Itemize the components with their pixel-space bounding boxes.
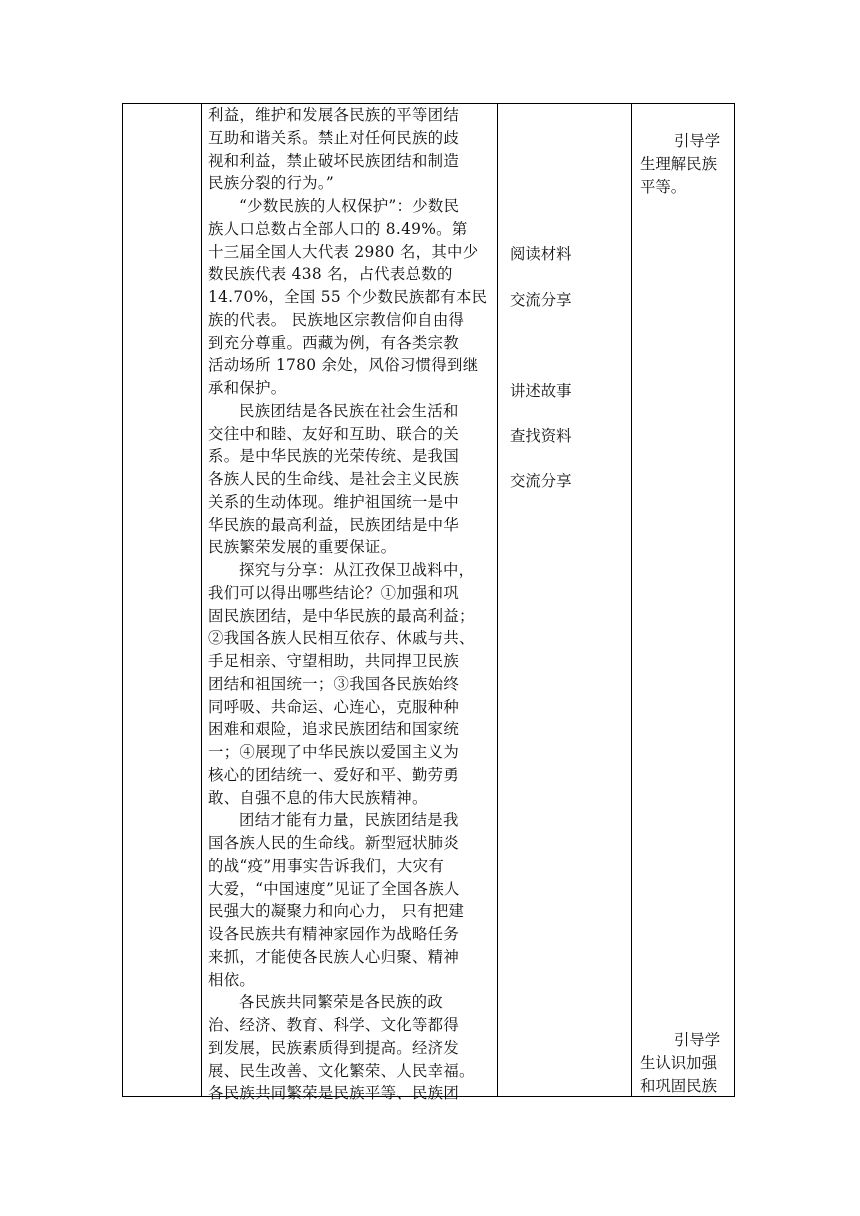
lesson-table (122, 103, 735, 1103)
note-line: 平等。 (640, 177, 687, 196)
content-line: 到发展，民族素质得到提高。经济发 (208, 1038, 460, 1057)
column-divider (201, 104, 202, 1096)
content-line: 华民族的最高利益，民族团结是中华 (208, 515, 460, 534)
content-line: 民强大的凝聚力和向心力， 只有把建 (208, 902, 465, 921)
content-line: 族人口总数占全部人口的 8.49%。第 (208, 219, 468, 238)
content-line: 团结和祖国统一；③我国各民族始终 (208, 674, 460, 693)
content-line: 来抓，才能使各民族人心归聚、精神 (208, 947, 460, 966)
content-line: 关系的生动体现。维护祖国统一是中 (208, 492, 460, 511)
note-line: 生认识加强 (640, 1053, 717, 1072)
content-line: 我们可以得出哪些结论？①加强和巩 (208, 583, 460, 602)
activity-share-2: 交流分享 (510, 472, 572, 490)
content-line: 核心的团结统一、爱好和平、勤劳勇 (208, 765, 460, 784)
activity-find-info: 查找资料 (510, 427, 572, 445)
content-line: 民族团结是各民族在社会生活和 (239, 401, 459, 420)
content-line: 设各民族共有精神家园作为战略任务 (208, 925, 460, 943)
content-line: 团结才能有力量，民族团结是我 (239, 811, 459, 830)
content-line: 族的代表。 民族地区宗教信仰自由得 (208, 310, 465, 329)
content-line: 视和利益，禁止破坏民族团结和制造 (208, 151, 460, 170)
content-line: 十三届全国人大代表 2980 名，其中少 (208, 242, 479, 261)
content-line: 治、经济、教育、科学、文化等都得 (208, 1016, 460, 1034)
content-line: ②我国各族人民相互依存、休戚与共、 (208, 629, 475, 648)
teaching-content-column (208, 104, 498, 1105)
content-line: 民族繁荣发展的重要保证。 (208, 538, 397, 557)
content-line: “少数民族的人权保护”：少数民 (239, 197, 460, 215)
content-line: 各民族共同繁荣是各民族的政 (239, 993, 443, 1012)
content-line: 同呼吸、共命运、心连心，克服种种 (208, 697, 460, 716)
content-line: 一；④展现了中华民族以爱国主义为 (208, 743, 460, 761)
content-line: 到充分尊重。西藏为例，有各类宗教 (208, 333, 460, 352)
content-line: 探究与分享：从江孜保卫战料中， (239, 561, 475, 579)
column-divider (631, 104, 632, 1096)
activity-share-1: 交流分享 (510, 291, 572, 309)
note-line: 引导学 (674, 132, 721, 150)
content-line: 固民族团结，是中华民族的最高利益； (208, 606, 475, 625)
content-line: 承和保护。 (208, 379, 287, 397)
content-line: 国各族人民的生命线。新型冠状肺炎 (208, 834, 460, 852)
content-line: 展、民生改善、文化繁荣、人民幸福。 (208, 1061, 475, 1080)
content-line: 大爱，“中国速度”见证了全国各族人 (208, 879, 460, 898)
content-line: 交往中和睦、友好和互助、联合的关 (208, 424, 460, 443)
content-line: 各民族共同繁荣是民族平等、民族团 (208, 1084, 460, 1103)
note-line: 引导学 (674, 1031, 721, 1049)
content-line: 各族人民的生命线、是社会主义民族 (208, 470, 460, 488)
design-intent-note-1 (640, 130, 732, 198)
content-line: 系。是中华民族的光荣传统、是我国 (208, 447, 460, 466)
content-line: 敢、自强不息的伟大民族精神。 (208, 788, 428, 807)
content-line: 的战“疫”用事实告诉我们，大灾有 (208, 856, 445, 875)
content-line: 数民族代表 438 名，占代表总数的 (208, 265, 453, 284)
content-line: 14.70%，全国 55 个少数民族都有本民 (208, 288, 488, 306)
content-line: 手足相亲、守望相助，共同捍卫民族 (208, 652, 460, 670)
activity-tell-story: 讲述故事 (510, 382, 572, 400)
note-line: 生理解民族 (640, 154, 717, 173)
content-line: 活动场所 1780 余处，风俗习惯得到继 (208, 356, 479, 375)
content-line: 利益，维护和发展各民族的平等团结 (208, 106, 460, 124)
content-line: 困难和艰险，追求民族团结和国家统 (208, 720, 460, 739)
design-intent-note-2 (640, 1029, 732, 1097)
activity-read-material: 阅读材料 (510, 245, 572, 263)
content-line: 民族分裂的行为。” (208, 174, 334, 193)
note-line: 和巩固民族 (640, 1076, 717, 1095)
content-line: 互助和谐关系。禁止对任何民族的歧 (208, 128, 460, 147)
content-line: 相依。 (208, 970, 256, 989)
